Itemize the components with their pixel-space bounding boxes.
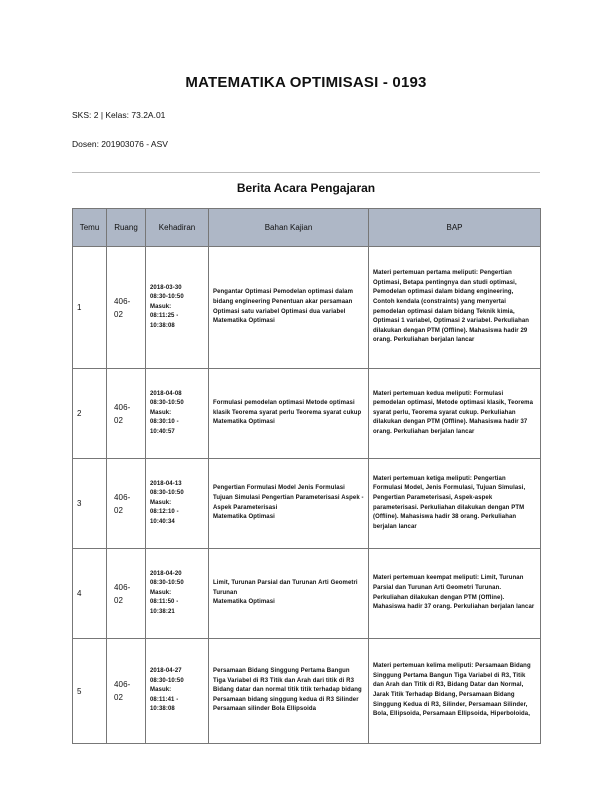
- cell-temu: 2: [73, 369, 107, 459]
- cell-bap: Materi pertemuan keempat meliputi: Limit, Turunan Parsial dan Turunan Arti Geometri Turunan. Perkuliahan dilakukan dengan PTM (Offline). Mahasiswa hadir 37 orang. Perkuliahan berjalan lancar: [369, 549, 541, 639]
- course-info: SKS: 2 | Kelas: 73.2A.01: [72, 110, 166, 120]
- cell-ruang: 406- 02: [107, 369, 146, 459]
- cell-bap: Materi pertemuan ketiga meliputi: Pengertian Formulasi Model, Jenis Formulasi, Tujuan Simulasi, Pengertian Parameterisasi, Aspek-aspek parameterisasi. Perkuliahan dilakukan dengan PTM (Offline). Mahasiswa hadir 38 orang. Perkuliahan berjalan lancar: [369, 459, 541, 549]
- teaching-report-table: [72, 208, 541, 744]
- cell-bahan-kajian: Pengantar Optimasi Pemodelan optimasi dalam bidang engineering Penentuan akar persamaan Optimasi satu variabel Optimasi dua variabel Matematika Optimasi: [209, 247, 369, 369]
- cell-ruang: 406- 02: [107, 247, 146, 369]
- cell-kehadiran: 2018-04-27 08:30-10:50 Masuk: 08:11:41 - 10:38:08: [146, 639, 209, 744]
- table-row: [73, 639, 541, 744]
- cell-temu: 5: [73, 639, 107, 744]
- cell-bahan-kajian: Pengertian Formulasi Model Jenis Formulasi Tujuan Simulasi Pengertian Parameterisasi Aspek - Aspek Parameterisasi Matematika Optimasi: [209, 459, 369, 549]
- cell-temu: 1: [73, 247, 107, 369]
- cell-kehadiran: 2018-04-13 08:30-10:50 Masuk: 08:12:10 - 10:40:34: [146, 459, 209, 549]
- table-header-row: [73, 209, 541, 247]
- cell-ruang: 406- 02: [107, 639, 146, 744]
- table-row: [73, 369, 541, 459]
- cell-kehadiran: 2018-04-08 08:30-10:50 Masuk: 08:30:10 - 10:40:57: [146, 369, 209, 459]
- cell-temu: 3: [73, 459, 107, 549]
- cell-ruang: 406- 02: [107, 549, 146, 639]
- cell-ruang: 406- 02: [107, 459, 146, 549]
- table-row: [73, 247, 541, 369]
- header-ruang: Ruang: [107, 209, 146, 247]
- lecturer-info: Dosen: 201903076 - ASV: [72, 139, 168, 149]
- cell-temu: 4: [73, 549, 107, 639]
- cell-kehadiran: 2018-04-20 08:30-10:50 Masuk: 08:11:50 - 10:38:21: [146, 549, 209, 639]
- page-title: MATEMATIKA OPTIMISASI - 0193: [185, 74, 427, 91]
- table-row: [73, 549, 541, 639]
- header-bahan-kajian: Bahan Kajian: [209, 209, 369, 247]
- cell-bap: Materi pertemuan kedua meliputi: Formulasi pemodelan optimasi, Metode optimasi klasik, Teorema syarat perlu, Teorema syarat cukup. Perkuliahan dilakukan dengan PTM (Offline). Mahasiswa hadir 37 orang. Perkuliahan berjalan lancar: [369, 369, 541, 459]
- header-bap: BAP: [369, 209, 541, 247]
- cell-bahan-kajian: Formulasi pemodelan optimasi Metode optimasi klasik Teorema syarat perlu Teorema syarat cukup Matematika Optimasi: [209, 369, 369, 459]
- table-row: [73, 459, 541, 549]
- cell-bahan-kajian: Limit, Turunan Parsial dan Turunan Arti Geometri Turunan Matematika Optimasi: [209, 549, 369, 639]
- header-temu: Temu: [73, 209, 107, 247]
- divider: [72, 172, 540, 173]
- cell-bap: Materi pertemuan pertama meliputi: Pengertian Optimasi, Betapa pentingnya dan studi optimasi, Pemodelan optimasi dalam bidang engineering, Contoh kendala (constraints) yang menyertai pemodelan optimasi dalam bidang Teknik kimia, Optimasi 1 variabel, Optimasi 2 variabel. Perkuliahan dilakukan dengan PTM (Offline). Mahasiswa hadir 29 orang. Perkuliahan berjalan lancar: [369, 247, 541, 369]
- section-title: Berita Acara Pengajaran: [236, 181, 376, 195]
- cell-kehadiran: 2018-03-30 08:30-10:50 Masuk: 08:11:25 - 10:38:08: [146, 247, 209, 369]
- cell-bap: Materi pertemuan kelima meliputi: Persamaan Bidang Singgung Pertama Bangun Tiga Variabel di R3, Titik dan Arah dan Titik di R3, Bidang Datar dan Normal, Jarak Titik Terhadap Bidang, Persamaan Bidang Singgung Kedua di R3, Silinder, Persamaan Silinder, Bola, Ellipsoida, Persamaan Ellipsoida, Hiperboloida,: [369, 639, 541, 744]
- header-kehadiran: Kehadiran: [146, 209, 209, 247]
- cell-bahan-kajian: Persamaan Bidang Singgung Pertama Bangun Tiga Variabel di R3 Titik dan Arah dari titik di R3 Bidang datar dan normal titik titik terhadap bidang Persamaan bidang singgung kedua di R3 Silinder Persamaan silinder Bola Ellipsoida: [209, 639, 369, 744]
